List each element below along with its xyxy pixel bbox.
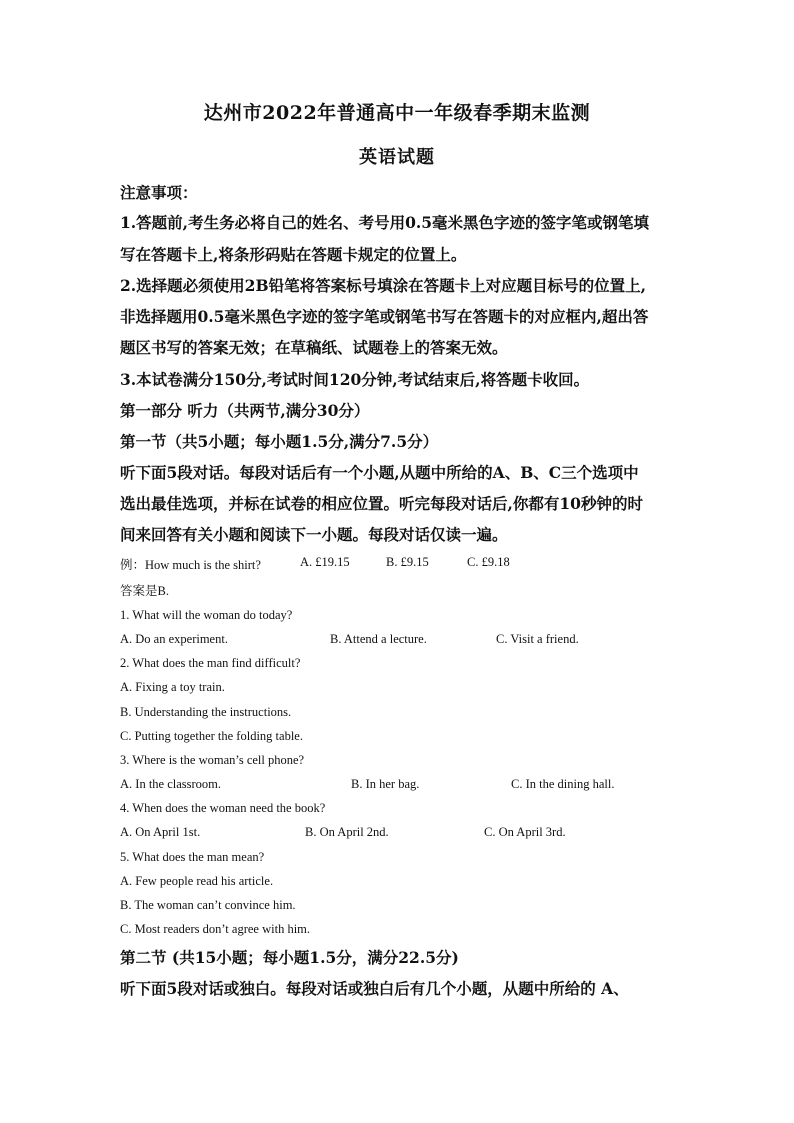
q4-option-b: B. On April 2nd. — [305, 825, 389, 839]
q5-option-b: B. The woman can’t convince him. — [120, 898, 296, 912]
page-title: 达州市2022年普通高中一年级春季期末监测 — [203, 102, 591, 124]
example-option-b: B. £9.15 — [386, 555, 429, 569]
question-4: 4. When does the woman need the book? — [120, 801, 326, 815]
q4-option-c: C. On April 3rd. — [484, 825, 566, 839]
example-option-c: C. £9.18 — [467, 555, 510, 569]
instruction-line: 间来回答有关小题和阅读下一小题。每段对话仅读一遍。 — [120, 525, 508, 544]
section2-heading: 第二节 (共15小题；每小题1.5分，满分22.5分) — [120, 948, 459, 967]
example-question: 例：How much is the shirt? — [120, 558, 261, 572]
q3-option-a: A. In the classroom. — [120, 777, 222, 791]
part1-heading: 第一部分 听力（共两节,满分30分） — [120, 401, 370, 420]
q1-option-a: A. Do an experiment. — [120, 632, 228, 646]
notes-line: 3.本试卷满分150分,考试时间120分钟,考试结束后,将答题卡收回。 — [120, 370, 590, 389]
q3-option-c: C. In the dining hall. — [511, 777, 615, 791]
question-2: 2. What does the man find difficult? — [120, 656, 301, 670]
q2-option-c: C. Putting together the folding table. — [120, 729, 303, 743]
example-answer: 答案是B. — [120, 584, 169, 598]
section2-instruction: 听下面5段对话或独白。每段对话或独白后有几个小题，从题中所给的 A、 — [120, 979, 629, 998]
notes-line: 写在答题卡上,将条形码贴在答题卡规定的位置上。 — [120, 245, 467, 264]
q1-option-b: B. Attend a lecture. — [330, 632, 427, 646]
q5-option-a: A. Few people read his article. — [120, 874, 274, 888]
section1-heading: 第一节（共5小题；每小题1.5分,满分7.5分） — [120, 432, 439, 451]
example-option-a: A. £19.15 — [300, 555, 350, 569]
q5-option-c: C. Most readers don’t agree with him. — [120, 922, 311, 936]
q4-option-a: A. On April 1st. — [120, 825, 201, 839]
page-subtitle: 英语试题 — [359, 147, 435, 168]
notes-line: 2.选择题必须使用2B铅笔将答案标号填涂在答题卡上对应题目标号的位置上, — [120, 276, 646, 295]
notes-line: 非选择题用0.5毫米黑色字迹的签字笔或钢笔书写在答题卡的对应框内,超出答 — [120, 307, 649, 326]
notes-line: 题区书写的答案无效；在草稿纸、试题卷上的答案无效。 — [120, 338, 508, 357]
q2-option-a: A. Fixing a toy train. — [120, 680, 225, 694]
question-3: 3. Where is the woman’s cell phone? — [120, 753, 305, 767]
q3-option-b: B. In her bag. — [351, 777, 420, 791]
notes-heading: 注意事项： — [120, 183, 198, 202]
question-5: 5. What does the man mean? — [120, 850, 265, 864]
instruction-line: 选出最佳选项，并标在试卷的相应位置。听完每段对话后,你都有10秒钟的时 — [120, 494, 643, 513]
q1-option-c: C. Visit a friend. — [496, 632, 579, 646]
notes-line: 1.答题前,考生务必将自己的姓名、考号用0.5毫米黑色字迹的签字笔或钢笔填 — [120, 213, 650, 232]
q2-option-b: B. Understanding the instructions. — [120, 705, 292, 719]
instruction-line: 听下面5段对话。每段对话后有一个小题,从题中所给的A、B、C三个选项中 — [120, 463, 639, 482]
question-1: 1. What will the woman do today? — [120, 608, 293, 622]
